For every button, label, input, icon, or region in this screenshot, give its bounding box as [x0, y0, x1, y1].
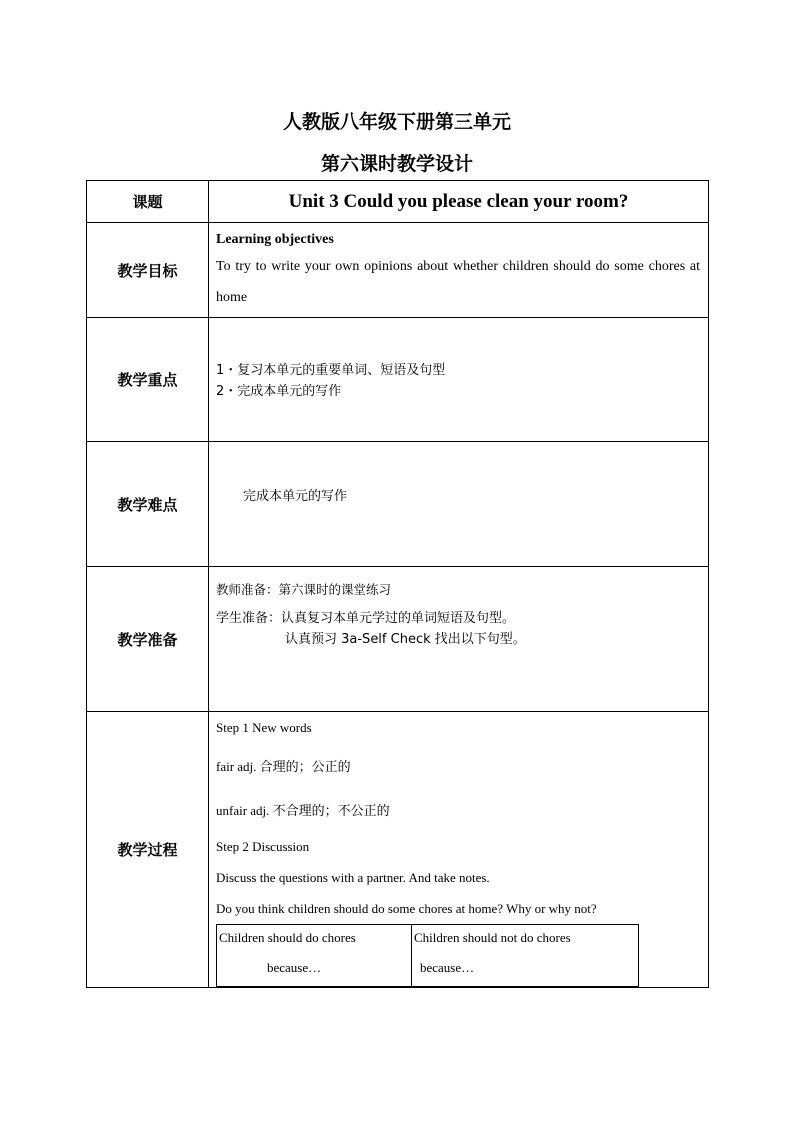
student-preparation-text1: 认真复习本单元学过的单词短语及句型。 [281, 611, 516, 626]
row-key-points [87, 318, 709, 442]
key-points-cell [209, 318, 709, 442]
discussion-question: Do you think children should do some chores at home? Why or why not? [216, 901, 597, 916]
notes-col-should-not [412, 925, 639, 987]
row-topic [87, 181, 709, 223]
student-preparation-line2: 认真预习 3a-Self Check 找出以下句型。 [285, 632, 526, 647]
discussion-instruction: Discuss the questions with a partner. And take notes. [216, 870, 490, 885]
topic-value: Unit 3 Could you please clean your room? [209, 181, 709, 223]
document-title: 人教版八年级下册第三单元 [282, 111, 511, 133]
row-preparation [87, 567, 709, 712]
process-cell [209, 712, 709, 988]
preparation-cell [209, 567, 709, 712]
row-process [87, 712, 709, 988]
difficulties-cell [209, 442, 709, 567]
notes-col-should-heading: Children should do chores [219, 930, 356, 945]
row-objectives [87, 223, 709, 318]
label-preparation: 教学准备 [87, 567, 209, 712]
word-fair: fair adj. 合理的；公正的 [216, 759, 351, 774]
label-objectives: 教学目标 [87, 223, 209, 318]
key-point-item: 1・复习本单元的重要单词、短语及句型 [216, 363, 446, 378]
difficulties-text: 完成本单元的写作 [243, 489, 348, 504]
notes-col-should-not-because: because… [420, 960, 475, 975]
notes-col-should-not-heading: Children should not do chores [414, 930, 571, 945]
label-key-points: 教学重点 [87, 318, 209, 442]
objectives-heading: Learning objectives [216, 232, 334, 247]
student-preparation-line1 [216, 608, 700, 629]
document-subtitle: 第六课时教学设计 [320, 153, 473, 175]
word-unfair: unfair adj. 不合理的；不公正的 [216, 803, 390, 818]
objectives-cell [209, 223, 709, 318]
discussion-notes-table [216, 924, 639, 987]
key-point-item: 2・完成本单元的写作 [216, 384, 342, 399]
objectives-text: To try to write your own opinions about whether children should do some chores at home [216, 259, 700, 305]
teacher-preparation: 教师准备：第六课时的课堂练习 [216, 582, 392, 597]
notes-col-should-because: because… [267, 960, 322, 975]
notes-col-should [217, 925, 412, 987]
lesson-plan-table [86, 180, 709, 988]
student-preparation-label: 学生准备： [216, 611, 282, 626]
label-process: 教学过程 [87, 712, 209, 988]
step2-heading: Step 2 Discussion [216, 839, 310, 854]
label-topic: 课题 [87, 181, 209, 223]
label-difficulties: 教学难点 [87, 442, 209, 567]
step1-heading: Step 1 New words [216, 720, 312, 735]
row-difficulties [87, 442, 709, 567]
